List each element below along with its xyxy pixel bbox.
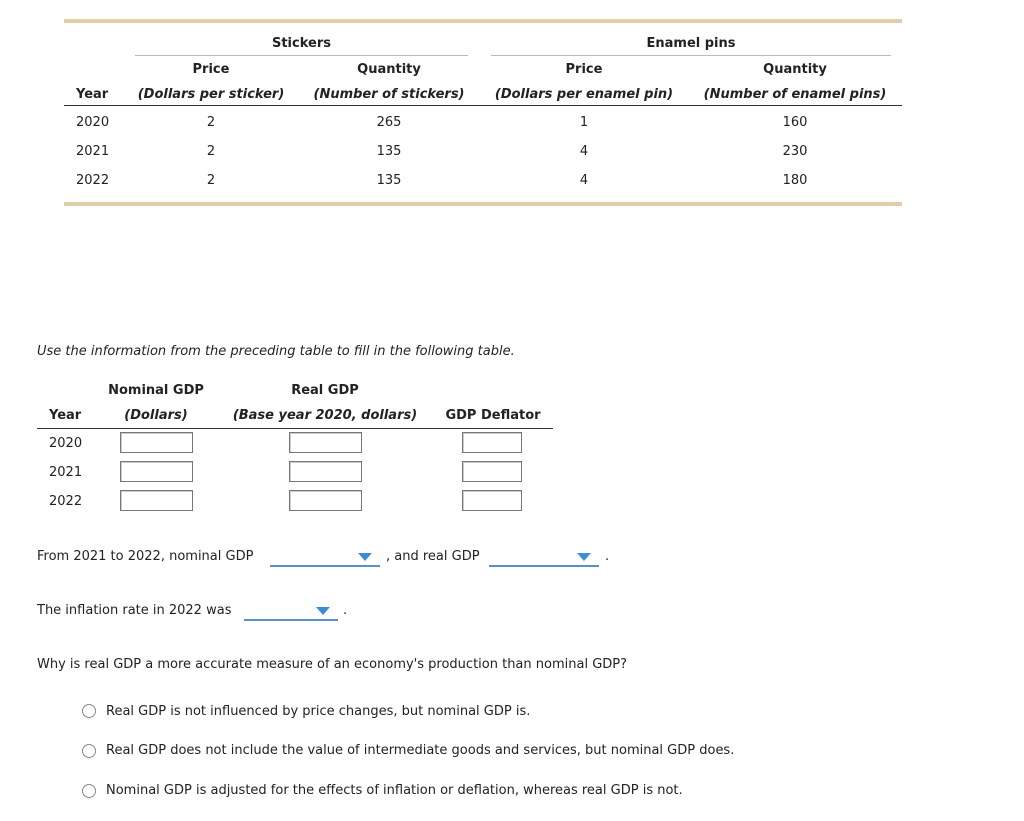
answer-header-year: Year	[49, 408, 82, 423]
nominal-change-prefix: From 2021 to 2022, nominal GDP	[37, 549, 254, 564]
header-sticker-price-unit: (Dollars per sticker)	[137, 87, 285, 102]
header-pin-price: Price	[565, 62, 603, 77]
real-gdp-input-2021[interactable]	[289, 461, 362, 482]
header-sticker-qty-unit: (Number of stickers)	[313, 87, 465, 102]
option-label[interactable]: Real GDP does not include the value of intermediate goods and services, but nominal GDP does.	[106, 743, 735, 758]
header-nominal-unit: (Dollars)	[124, 408, 188, 423]
group-header-enamel-pins: Enamel pins	[646, 36, 736, 51]
real-change-middle: , and real GDP	[386, 549, 480, 564]
answer-row-year: 2022	[49, 494, 83, 509]
nominal-gdp-change-dropdown[interactable]	[270, 551, 380, 567]
pin-qty-cell: 230	[782, 144, 808, 159]
pin-price-cell: 1	[579, 115, 589, 130]
real-gdp-change-dropdown[interactable]	[489, 551, 599, 567]
pin-price-cell: 4	[579, 144, 589, 159]
sentence2-period: .	[343, 603, 348, 618]
sticker-qty-cell: 265	[376, 115, 402, 130]
table-bottom-border	[64, 202, 902, 206]
sticker-qty-cell: 135	[376, 144, 402, 159]
group-underline-stickers	[135, 55, 468, 56]
answer-row-year: 2021	[49, 465, 83, 480]
row-year: 2022	[76, 173, 110, 188]
header-rule	[64, 105, 902, 106]
chevron-down-icon	[316, 607, 330, 615]
inflation-rate-dropdown[interactable]	[244, 605, 338, 621]
sentence1-period: .	[605, 549, 610, 564]
gdp-deflator-input-2021[interactable]	[462, 461, 522, 482]
chevron-down-icon	[577, 553, 591, 561]
row-year: 2020	[76, 115, 110, 130]
question-text: Why is real GDP a more accurate measure of an economy's production than nominal GDP?	[37, 657, 628, 672]
nominal-gdp-input-2022[interactable]	[120, 490, 193, 511]
gdp-deflator-input-2022[interactable]	[462, 490, 522, 511]
header-pin-price-unit: (Dollars per enamel pin)	[494, 87, 674, 102]
header-pin-qty-unit: (Number of enamel pins)	[703, 87, 887, 102]
real-gdp-input-2020[interactable]	[289, 432, 362, 453]
header-pin-qty: Quantity	[763, 62, 827, 77]
radio-button[interactable]	[82, 744, 96, 758]
header-year: Year	[76, 87, 109, 102]
header-real-gdp: Real GDP	[291, 383, 359, 398]
answer-row-year: 2020	[49, 436, 83, 451]
radio-button[interactable]	[82, 704, 96, 718]
nominal-gdp-input-2021[interactable]	[120, 461, 193, 482]
sticker-price-cell: 2	[206, 173, 216, 188]
sticker-price-cell: 2	[206, 144, 216, 159]
group-underline-enamel-pins	[491, 55, 891, 56]
real-gdp-input-2022[interactable]	[289, 490, 362, 511]
inflation-prefix: The inflation rate in 2022 was	[37, 603, 232, 618]
header-sticker-qty: Quantity	[357, 62, 421, 77]
table-top-border	[64, 19, 902, 23]
option-label[interactable]: Nominal GDP is adjusted for the effects of inflation or deflation, whereas real GDP is not.	[106, 783, 683, 798]
answer-header-rule	[37, 428, 553, 429]
radio-button[interactable]	[82, 784, 96, 798]
header-sticker-price: Price	[192, 62, 230, 77]
chevron-down-icon	[358, 553, 372, 561]
header-real-unit: (Base year 2020, dollars)	[232, 408, 418, 423]
pin-qty-cell: 160	[782, 115, 808, 130]
header-gdp-deflator: GDP Deflator	[445, 408, 541, 423]
nominal-gdp-input-2020[interactable]	[120, 432, 193, 453]
pin-price-cell: 4	[579, 173, 589, 188]
pin-qty-cell: 180	[782, 173, 808, 188]
sticker-price-cell: 2	[206, 115, 216, 130]
group-header-stickers: Stickers	[271, 36, 331, 51]
sticker-qty-cell: 135	[376, 173, 402, 188]
row-year: 2021	[76, 144, 110, 159]
gdp-deflator-input-2020[interactable]	[462, 432, 522, 453]
header-nominal-gdp: Nominal GDP	[108, 383, 204, 398]
option-label[interactable]: Real GDP is not influenced by price changes, but nominal GDP is.	[106, 704, 531, 719]
instruction-text: Use the information from the preceding table to fill in the following table.	[37, 344, 515, 359]
